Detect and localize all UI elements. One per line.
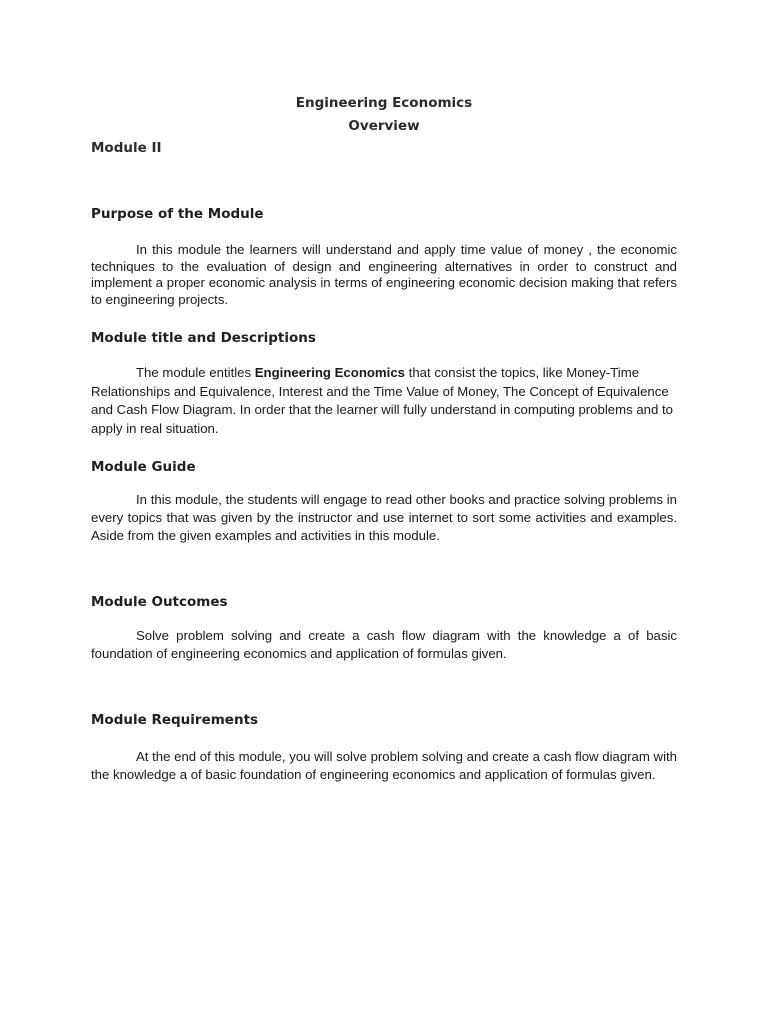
- title-desc-bold-course-name: Engineering Economics: [254, 365, 405, 380]
- document-title: Engineering Economics: [295, 95, 473, 111]
- section-heading-requirements: Module Requirements: [91, 712, 259, 728]
- section-body-guide: In this module, the students will engage to read other books and practice solving problems in every topics that was given by the instructor and use internet to sort some activities and examples. Aside from the given examples and activities in this module.: [91, 492, 677, 543]
- module-number: Module II: [91, 140, 162, 156]
- section-heading-guide: Module Guide: [91, 459, 196, 475]
- section-heading-title-descriptions: Module title and Descriptions: [91, 330, 316, 346]
- section-body-outcomes: Solve problem solving and create a cash flow diagram with the knowledge a of basic foundation of engineering economics and application of formulas given.: [91, 628, 677, 661]
- section-body-purpose: In this module the learners will understand and apply time value of money , the economic techniques to the evaluation of design and engineering alternatives in order to construct and implement a proper economic analysis in terms of engineering economic decision making that refers to engineering projects.: [91, 242, 677, 307]
- section-body-title-descriptions: [91, 364, 677, 438]
- section-heading-purpose: Purpose of the Module: [91, 206, 264, 222]
- section-heading-outcomes: Module Outcomes: [91, 594, 228, 610]
- document-subtitle: Overview: [348, 118, 420, 134]
- title-desc-text-end: that consist the topics, like Money-Time Relationships and Equivalence, Interest and the Time Value of Money, The Concept of Equivalence and Cash Flow Diagram. In order that the learner will fully understand in computing problems and to apply in real situation.: [91, 365, 674, 436]
- title-desc-text-start: The module entitles: [136, 365, 255, 380]
- section-body-requirements: At the end of this module, you will solve problem solving and create a cash flow diagram with the knowledge a of basic foundation of engineering economics and application of formulas given.: [91, 749, 677, 782]
